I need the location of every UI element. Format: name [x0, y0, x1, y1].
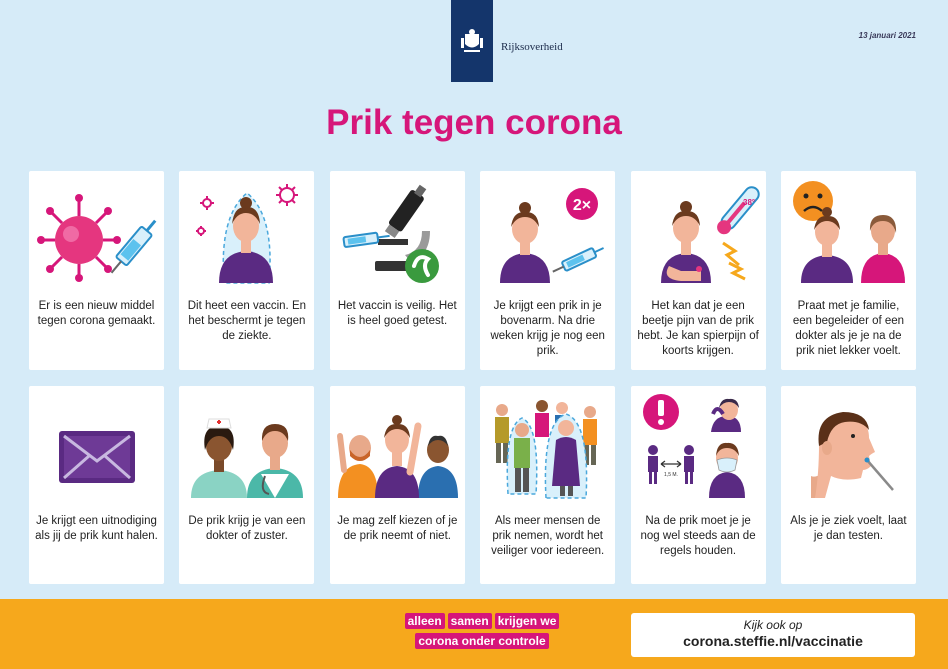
publication-date: 13 januari 2021 — [858, 31, 916, 40]
footer-bar — [0, 599, 948, 669]
keep-rules-icon — [631, 386, 766, 504]
card-what-is-vaccine — [179, 171, 314, 370]
slogan-word: alleen — [405, 613, 445, 629]
thermometer-pain-icon — [631, 171, 766, 289]
page-title: Prik tegen corona — [326, 103, 622, 142]
virus-syringe-icon — [29, 171, 164, 289]
card-side-effects — [631, 171, 766, 370]
card-talk-to-someone — [781, 171, 916, 370]
card-caption: Het vaccin is veilig. Het is heel goed getest. — [337, 300, 457, 327]
card-doctor-nurse — [179, 386, 314, 584]
card-vaccine-safe — [330, 171, 465, 370]
test-swab-icon — [781, 386, 916, 504]
card-herd-protection — [480, 386, 615, 584]
card-caption: Dit heet een vaccin. En het beschermt je tegen de ziekte. — [187, 300, 307, 342]
two-times-label: 2× — [573, 197, 592, 214]
slogan-word: krijgen we — [495, 613, 560, 629]
dutch-coat-of-arms-icon — [457, 26, 487, 56]
card-caption: Er is een nieuw middel tegen corona gemaakt. — [37, 300, 156, 327]
card-caption: De prik krijg je van een dokter of zuster. — [188, 515, 306, 542]
card-caption: Je mag zelf kiezen of je de prik neemt of niet. — [337, 515, 458, 542]
card-caption: Na de prik moet je je nog wel steeds aan de regels houden. — [640, 515, 756, 557]
card-keep-rules — [631, 386, 766, 584]
slogan-line-1 — [400, 613, 564, 629]
info-card-grid — [29, 171, 916, 584]
logo-wordmark: Rijksoverheid — [501, 41, 563, 53]
card-caption: Het kan dat je een beetje pijn van de prik hebt. Je kan spierpijn of koorts krijgen. — [637, 300, 759, 357]
card-caption: Als je je ziek voelt, laat je dan testen. — [790, 515, 907, 542]
thermometer-temperature: 38° — [742, 198, 755, 207]
card-caption: Je krijgt een prik in je bovenarm. Na drie weken krijg je nog een prik. — [490, 300, 605, 357]
slogan-block — [400, 613, 564, 653]
slogan-word: corona onder controle — [415, 633, 548, 649]
card-caption: Praat met je familie, een begeleider of een dokter als je je na de prik niet lekker voelt. — [792, 300, 905, 357]
vaccinated-woman-icon — [179, 171, 314, 289]
upper-arm-injection-icon — [480, 171, 615, 289]
slogan-line-2 — [400, 633, 564, 649]
card-caption: Je krijgt een uitnodiging als jij de prik kunt halen. — [35, 515, 158, 542]
rijksoverheid-logo-bar — [451, 0, 493, 82]
nurse-doctor-icon — [179, 386, 314, 504]
microscope-check-icon — [330, 171, 465, 289]
card-invitation — [29, 386, 164, 584]
link-prefix: Kijk ook op — [743, 618, 803, 632]
card-own-choice — [330, 386, 465, 584]
raising-hands-icon — [330, 386, 465, 504]
card-new-vaccine — [29, 171, 164, 370]
card-caption: Als meer mensen de prik nemen, wordt het veiliger voor iedereen. — [491, 515, 605, 557]
website-link-box[interactable] — [631, 613, 915, 657]
sad-face-talk-icon — [781, 171, 916, 289]
group-protected-icon — [480, 386, 615, 504]
card-upper-arm — [480, 171, 615, 370]
website-link[interactable]: corona.steffie.nl/vaccinatie — [683, 633, 863, 649]
envelope-icon — [29, 386, 164, 504]
distance-label: 1,5 M. — [663, 472, 678, 478]
card-get-tested — [781, 386, 916, 584]
slogan-word: samen — [448, 613, 492, 629]
